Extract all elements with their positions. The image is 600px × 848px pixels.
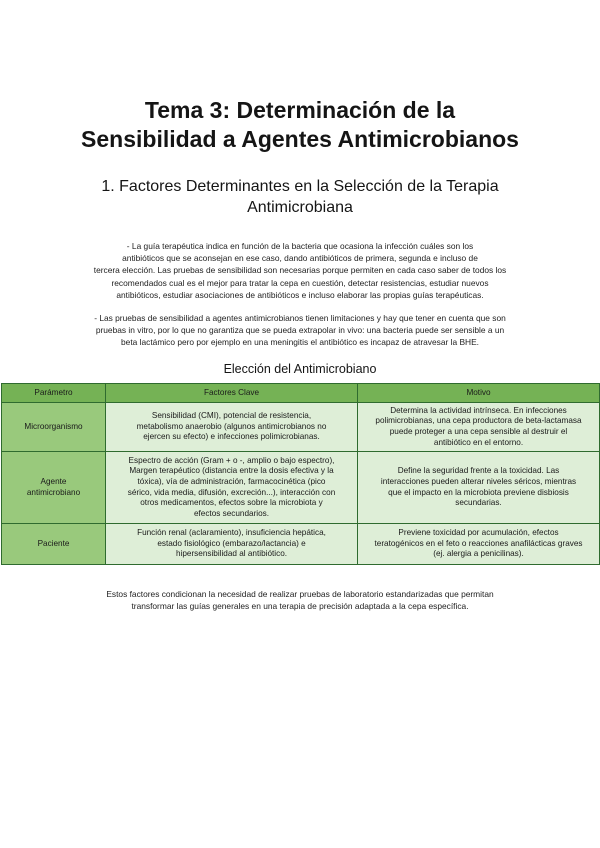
cell-line: Define la seguridad frente a la toxicidad. Las (397, 466, 560, 476)
cell-line: efectos secundarios. (193, 508, 270, 518)
cell-line: polimicrobianas, una cepa productora de beta-lactamasa (375, 416, 582, 426)
param-cell (2, 524, 106, 565)
param-cell (2, 403, 106, 452)
paragraph-line: pruebas in vitro, por lo que no garantiza que se pueda extrapolar in vivo: una bacteria puede ser sensible a un (95, 325, 505, 336)
cell-line: Agente (40, 476, 67, 486)
cell-line: que el impacto en la microbiota previene disbiosis (388, 487, 569, 497)
motive-cell (358, 452, 600, 524)
section-heading-line-2: Antimicrobiana (247, 199, 353, 216)
header-factores-clave: Factores Clave (106, 384, 358, 403)
cell-line: estado fisiológico (embarazo/lactancia) e (157, 538, 306, 548)
paragraph-line: transformar las guías generales en una terapia de precisión adaptada a la cepa específica. (131, 601, 469, 612)
page-title (0, 96, 600, 154)
cell-line: Paciente (37, 538, 70, 548)
factors-cell (106, 403, 358, 452)
table-row-paciente (2, 524, 600, 565)
cell-line: ejercen su efecto) e infecciones polimicrobianas. (143, 432, 320, 442)
cell-line: antimicrobiano (26, 487, 81, 497)
cell-line: metabolismo anaerobio (algunos antimicrobianos no (136, 421, 327, 431)
factors-cell (106, 452, 358, 524)
section-heading-line-1: 1. Factores Determinantes en la Selección de la Terapia (101, 178, 499, 195)
closing-paragraph (60, 588, 540, 612)
motive-cell (358, 524, 600, 565)
paragraph-guia-terapeutica (70, 240, 530, 301)
param-cell (2, 452, 106, 524)
cell-line: Margen terapéutico (distancia entre la dosis efectiva y la (129, 466, 334, 476)
paragraph-line: Estos factores condicionan la necesidad de realizar pruebas de laboratorio estandarizadas que permitan (106, 589, 494, 599)
section-heading (40, 176, 560, 218)
paragraph-line: - Las pruebas de sensibilidad a agentes antimicrobianos tienen limitaciones y hay que tener en cuenta que son (94, 313, 506, 323)
cell-line: Previene toxicidad por acumulación, efectos (398, 528, 559, 538)
header-motivo: Motivo (358, 384, 600, 403)
table-title: Elección del Antimicrobiano (223, 362, 377, 376)
title-line-2: Sensibilidad a Agentes Antimicrobianos (81, 126, 519, 152)
cell-line: interacciones pueden alterar niveles séricos, mientras (380, 476, 577, 486)
cell-line: Sensibilidad (CMI), potencial de resistencia, (151, 411, 312, 421)
table-row-microorganismo (2, 403, 600, 452)
paragraph-line: beta lactámico pero por ejemplo en una meningitis el antibiótico es incapaz de atravesar la BHE. (121, 337, 479, 348)
cell-line: Microorganismo (24, 421, 83, 431)
cell-line: Función renal (aclaramiento), insuficiencia hepática, (137, 528, 326, 538)
cell-line: antibiótico en el entorno. (433, 437, 524, 447)
cell-line: (ej. alergia a penicilinas). (433, 549, 524, 559)
motive-cell (358, 403, 600, 452)
cell-line: hipersensibilidad al antibiótico. (175, 549, 288, 559)
cell-line: otros medicamentos, efectos sobre la microbiota y (140, 498, 323, 508)
cell-line: Determina la actividad intrínseca. En infecciones (390, 405, 567, 415)
paragraph-line: - La guía terapéutica indica en función de la bacteria que ocasiona la infección cuáles son los (126, 241, 474, 251)
antimicrobial-selection-table (1, 383, 600, 565)
paragraph-line: antibióticos que se aconsejan en ese caso, dando antibióticos de primera, segunda e incluso de (122, 253, 478, 264)
factors-cell (106, 524, 358, 565)
paragraph-limitaciones (70, 312, 530, 349)
paragraph-line: antibióticos, estudiar asociaciones de antibióticos e incluso elaborar las propias guías terapéuticas. (116, 289, 484, 300)
table-row-agente-antimicrobiano (2, 452, 600, 524)
cell-line: tóxica), vía de administración, farmacocinética (pico (137, 476, 326, 486)
cell-line: secundarias. (455, 498, 502, 508)
paragraph-line: recomendados cual es el mejor para tratar la cepa en cuestión, detectar resistencias, estudiar nuevos (111, 277, 489, 288)
header-parametro: Parámetro (2, 384, 106, 403)
cell-line: Espectro de acción (Gram + o -, amplio o bajo espectro), (128, 455, 335, 465)
cell-line: puede proteger a una cepa sensible al destruir el (389, 427, 568, 436)
cell-line: sérico, vida media, difusión, excreción...), interacción con (127, 487, 336, 497)
paragraph-line: tercera elección. Las pruebas de sensibilidad son necesarias porque permiten en cada caso saber de todos los (93, 265, 507, 276)
cell-line: teratogénicos en el feto o reacciones anafilácticas graves (374, 538, 583, 548)
title-line-1: Tema 3: Determinación de la (144, 97, 456, 123)
table-header-row (2, 384, 600, 403)
